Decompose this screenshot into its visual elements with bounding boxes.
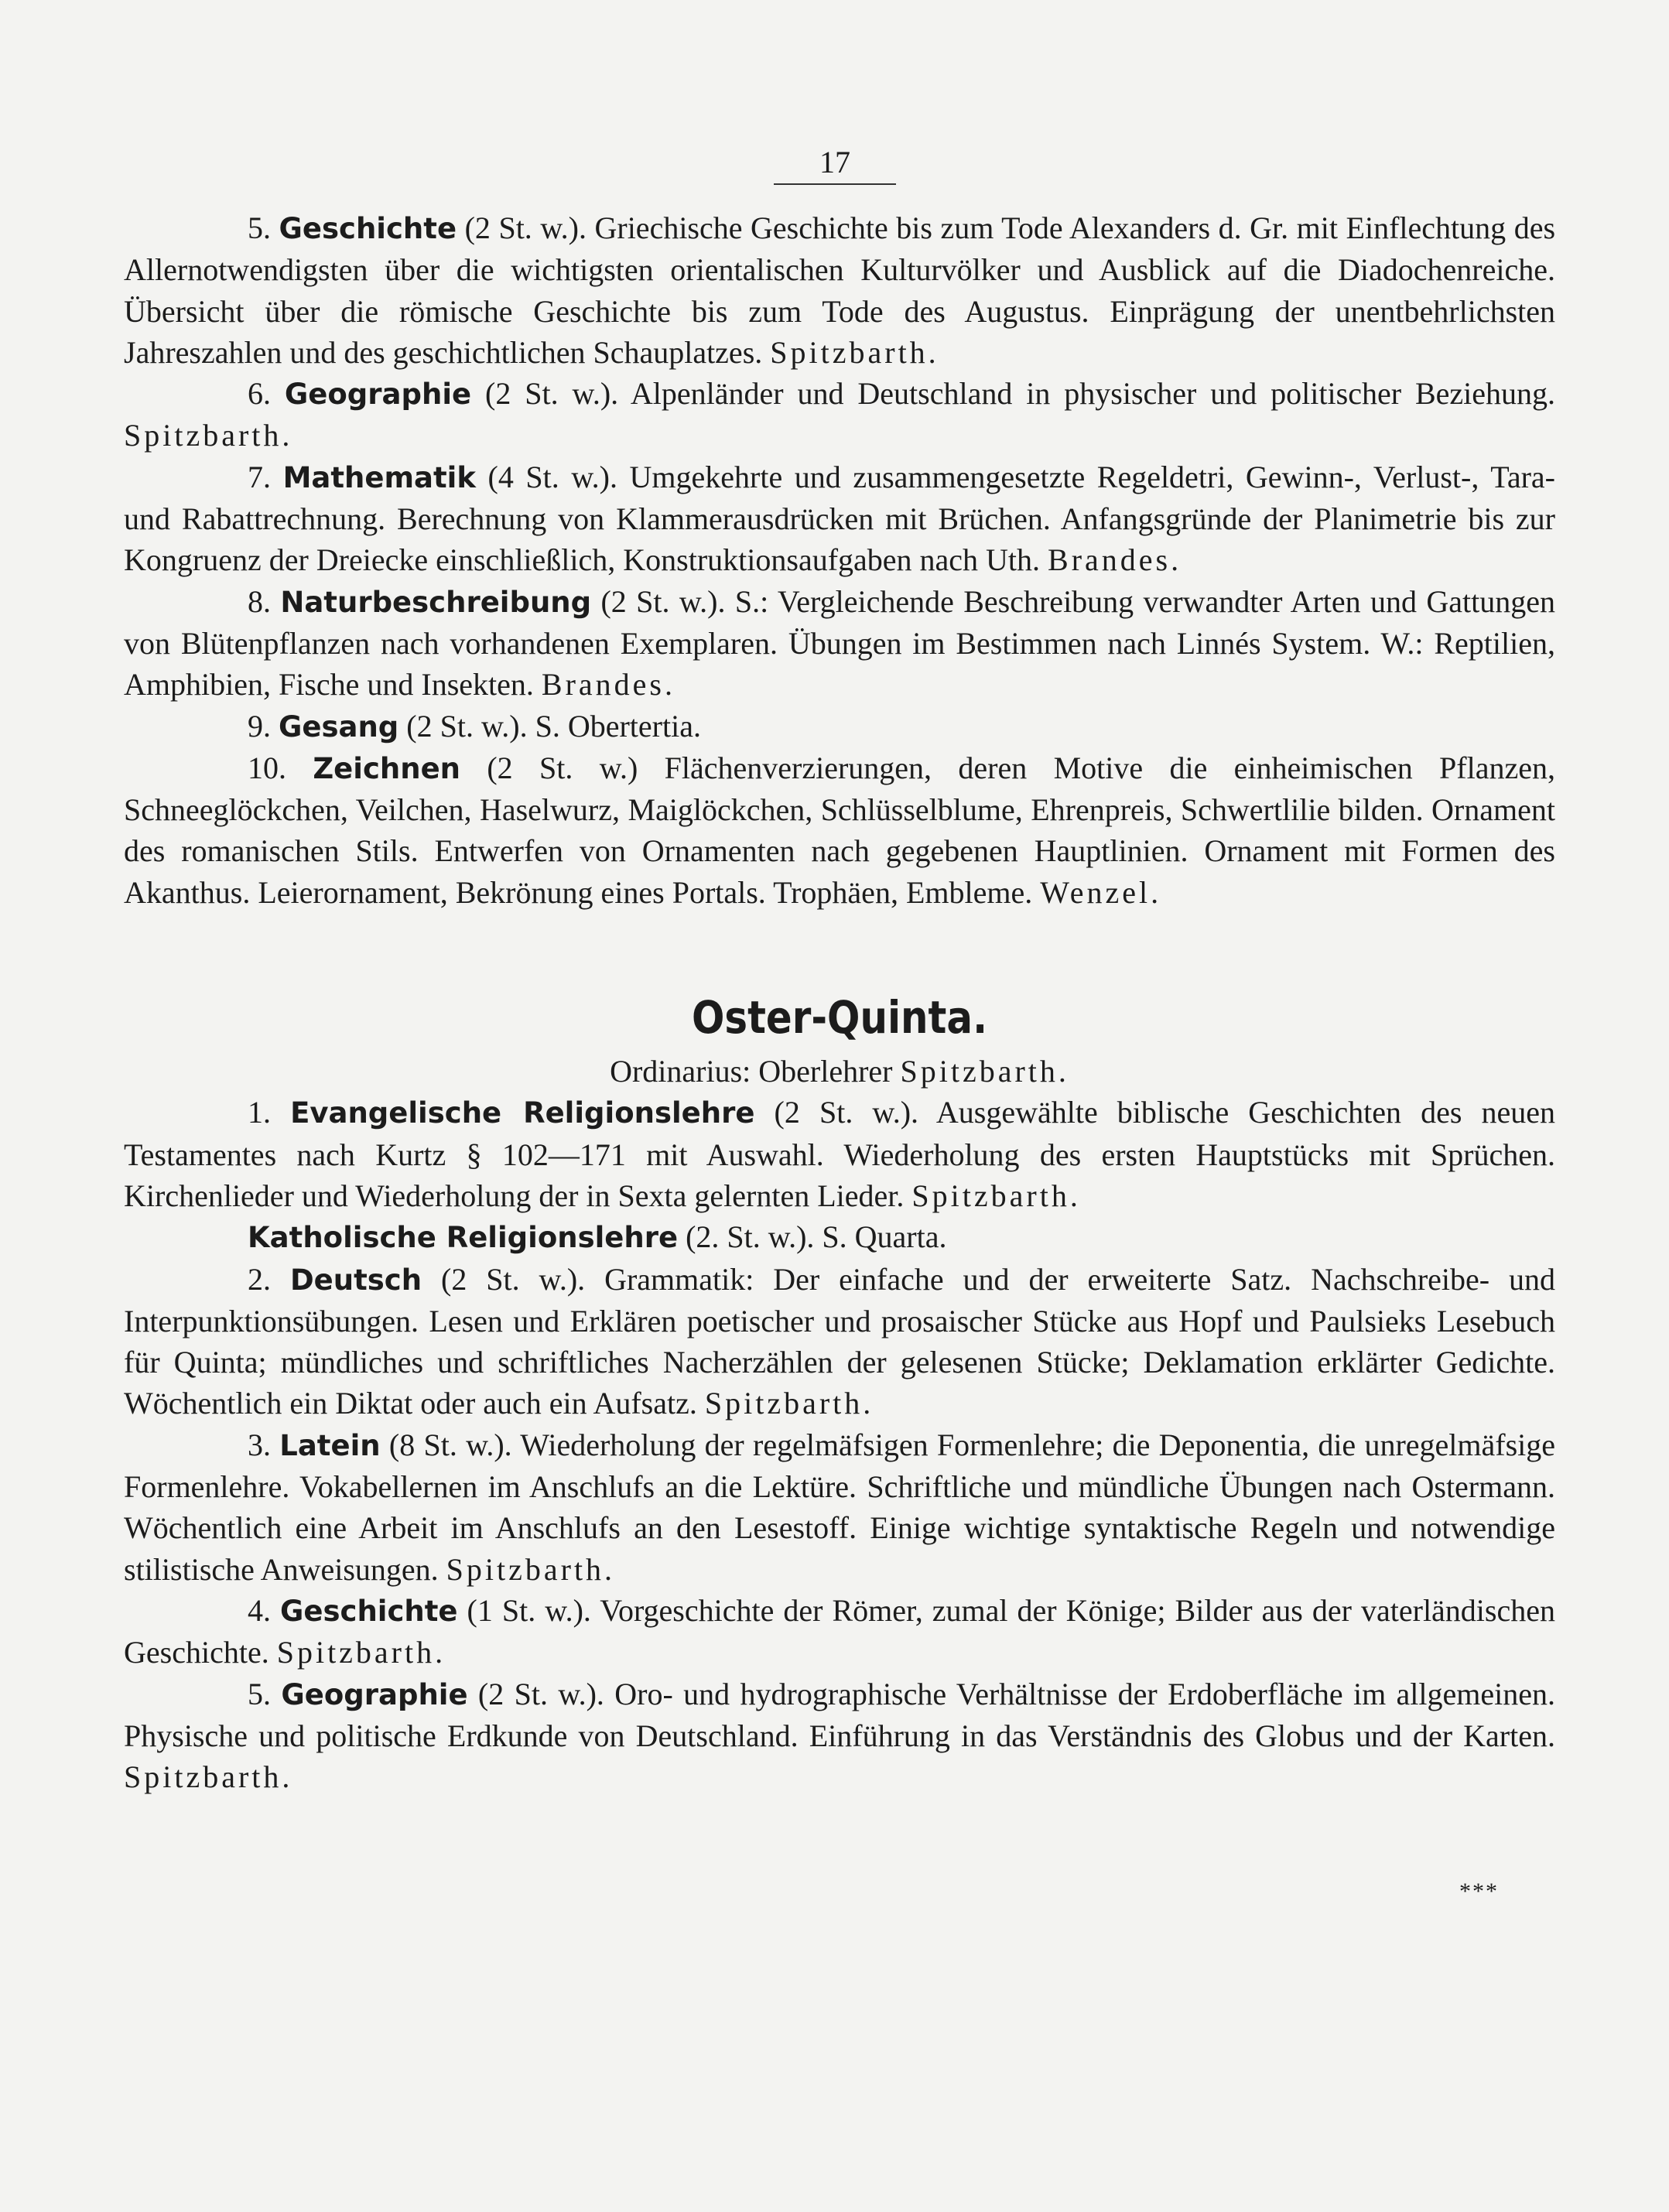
part1-list bbox=[124, 207, 1555, 913]
subject-name: Gesang bbox=[279, 709, 399, 744]
subject-description: (2 St. w.). Oro- und hydrographische Verhältnisse der Erdoberfläche im allgemeinen. Physische und politische Erdkunde von Deutschland. Einführung in das Verständnis des Globus und der Karten. bbox=[124, 1676, 1556, 1753]
subject-paragraph bbox=[124, 1590, 1555, 1674]
subject-number: 5. bbox=[248, 210, 271, 245]
subject-name: Deutsch bbox=[289, 1263, 422, 1297]
teacher-name: Wenzel. bbox=[1040, 874, 1162, 910]
subject-number: 9. bbox=[248, 708, 271, 744]
ordinarius-prefix: Ordinarius: Oberlehrer bbox=[610, 1054, 901, 1089]
subject-name: Geographie bbox=[281, 1677, 468, 1711]
subject-number: 4. bbox=[248, 1592, 271, 1628]
subject-description: (2 St. w.). S.: Vergleichende Beschreibung verwandter Arten und Gattungen von Blütenpflanzen nach vorhandenen Exemplaren. Übungen im Bestimmen nach Linnés System. W.: Reptilien, Amphibien, Fische und Insekten. bbox=[124, 583, 1555, 703]
subject-number: 2. bbox=[248, 1261, 271, 1297]
subject-paragraph bbox=[124, 747, 1555, 913]
subject-paragraph bbox=[124, 456, 1555, 581]
subject-paragraph bbox=[124, 1092, 1555, 1216]
subject-name: Zeichnen bbox=[313, 751, 460, 785]
teacher-name: Spitzbarth. bbox=[446, 1551, 616, 1587]
subject-paragraph bbox=[124, 581, 1555, 706]
subject-number: 5. bbox=[248, 1676, 271, 1711]
subject-number: 10. bbox=[248, 750, 286, 785]
part2-list bbox=[124, 1092, 1555, 1797]
subject-description: (2 St. w.). Alpenländer und Deutschland in physischer und politischer Beziehung. bbox=[471, 376, 1556, 412]
teacher-name: Spitzbarth. bbox=[770, 334, 939, 370]
subject-number: 8. bbox=[248, 583, 271, 619]
teacher-name: Spitzbarth. bbox=[124, 418, 293, 453]
subject-description: (2 St. w.). S. Obertertia. bbox=[398, 708, 701, 744]
subject-paragraph bbox=[124, 207, 1555, 373]
subject-paragraph bbox=[124, 706, 1555, 747]
ordinarius-name: Spitzbarth. bbox=[900, 1054, 1069, 1089]
teacher-name: Spitzbarth. bbox=[911, 1178, 1081, 1213]
subject-description: (2 St. w.). Griechische Geschichte bis zum Tode Alexanders d. Gr. mit Einflechtung des Allernotwendigsten über die wichtigsten orientalischen Kulturvölker und Ausblick auf die Diadochenreiche. Übersicht über die römische Geschichte bis zum Tode des Augustus. Einprägung der unentbehrlichsten Jahreszahlen und des geschichtlichen Schauplatzes. bbox=[124, 210, 1556, 370]
subject-name: Geschichte bbox=[279, 212, 457, 245]
subject-description: (2 St. w.) Flächenverzierungen, deren Motive die einheimischen Pflanzen, Schneeglöckchen, Veilchen, Haselwurz, Maiglöckchen, Schlüsselblume, Ehrenpreis, Schwertlilie bilden. Ornament des romanischen Stils. Entwerfen von Ornamenten nach gegebenen Hauptlinien. Ornament mit Formen des Akanthus. Leierornament, Bekrönung eines Portals. Trophäen, Embleme. bbox=[124, 750, 1555, 910]
subject-name: Geographie bbox=[284, 378, 472, 412]
subject-description: (4 St. w.). Umgekehrte und zusammengesetzte Regeldetri, Gewinn-, Verlust-, Tara- und Rabattrechnung. Berechnung von Klammerausdrücken mit Brüchen. Anfangsgründe der Planimetrie bis zur Kongruenz der Dreiecke einschließlich, Konstruktionsaufgaben nach Uth. bbox=[124, 459, 1555, 578]
subject-paragraph bbox=[124, 1424, 1555, 1590]
subject-paragraph bbox=[124, 1259, 1555, 1424]
page-number: 17 bbox=[774, 144, 896, 185]
subject-description: (2 St. w.). Grammatik: Der einfache und der erweiterte Satz. Nachschreibe- und Interpunktionsübungen. Lesen und Erklären poetischer und prosaischer Stücke aus Hopf und Paulsieks Lesebuch für Quinta; mündliches und schriftliches Nacherzählen der gelesenen Stücke; Deklamation erklärter Gedichte. Wöchentlich ein Diktat oder auch ein Aufsatz. bbox=[124, 1261, 1556, 1421]
body-text bbox=[124, 207, 1555, 1797]
subject-paragraph bbox=[124, 373, 1555, 456]
teacher-name: Brandes. bbox=[1048, 542, 1182, 578]
subject-name: Mathematik bbox=[282, 460, 476, 494]
subject-name: Evangelische Religionslehre bbox=[290, 1096, 755, 1130]
subject-number: 3. bbox=[248, 1427, 271, 1462]
subject-description: (2 St. w.). Ausgewählte biblische Geschichten des neuen Testamentes nach Kurtz § 102—171 mit Auswahl. Wiederholung des ersten Hauptstücks mit Sprüchen. Kirchenlieder und Wiederholung der in Sexta gelernten Lieder. bbox=[124, 1095, 1556, 1213]
subject-paragraph bbox=[124, 1216, 1555, 1258]
subject-number: 7. bbox=[248, 459, 271, 494]
subject-paragraph bbox=[124, 1674, 1555, 1798]
teacher-name: Spitzbarth. bbox=[124, 1759, 293, 1795]
end-mark: *** bbox=[1459, 1879, 1499, 1904]
subject-name: Katholische Religionslehre bbox=[248, 1221, 679, 1255]
section-title: Oster-Quinta. bbox=[691, 991, 988, 1044]
subject-number: 1. bbox=[248, 1095, 271, 1130]
subject-number: 6. bbox=[248, 376, 271, 412]
teacher-name: Brandes. bbox=[541, 667, 675, 703]
subject-name: Latein bbox=[279, 1428, 381, 1462]
teacher-name: Spitzbarth. bbox=[276, 1635, 446, 1670]
teacher-name: Spitzbarth. bbox=[704, 1386, 874, 1421]
subject-name: Naturbeschreibung bbox=[280, 585, 592, 619]
ordinarius-line bbox=[124, 1051, 1555, 1092]
subject-name: Geschichte bbox=[280, 1594, 458, 1628]
subject-description: (2. St. w.). S. Quarta. bbox=[678, 1219, 947, 1255]
subject-description: (1 St. w.). Vorgeschichte der Römer, zumal der Könige; Bilder aus der vaterländischen Geschichte. bbox=[124, 1592, 1555, 1670]
subject-description: (8 St. w.). Wiederholung der regelmäfsigen Formenlehre; die Deponentia, die unregelmäfsige Formenlehre. Vokabellernen im Anschlufs an die Lektüre. Schriftliche und mündliche Übungen nach Ostermann. Wöchentlich eine Arbeit im Anschlufs an den Lesestoff. Einige wichtige syntaktische Regeln und notwendige stilistische Anweisungen. bbox=[124, 1427, 1556, 1587]
